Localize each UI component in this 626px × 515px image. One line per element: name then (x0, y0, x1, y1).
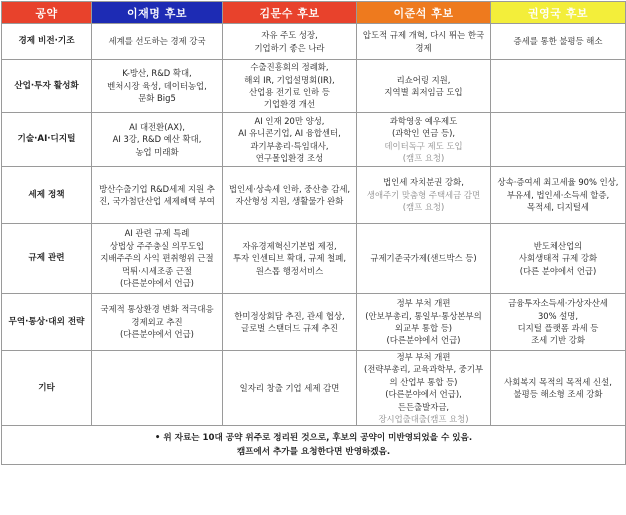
header-category: 공약 (2, 2, 92, 24)
pledge-cell (223, 167, 357, 224)
pledge-line: 불평등 해소형 조세 강화 (513, 389, 603, 400)
pledge-cell (357, 113, 491, 167)
pledge-line: 한미정상회담 추진, 관세 협상, (234, 310, 345, 321)
pledge-line: 문화 Big5 (138, 93, 176, 104)
pledge-cell (357, 294, 491, 351)
pledge-line: 30% 설명, (537, 310, 579, 321)
row-category: 기타 (2, 351, 92, 426)
pledge-line: 수출진흥회의 정례화, (250, 62, 329, 73)
pledge-line: (다른분야에서 언급) (120, 278, 194, 289)
pledge-line: 일자리 창출 기업 세제 감면 (239, 383, 340, 394)
pledge-line: 법인세 자치분권 강화, (383, 177, 464, 188)
pledge-line: (전략부총리, 교육과학부, 중기부 (363, 364, 484, 375)
pledge-cell (357, 351, 491, 426)
pledge-line: (다른 분야에서 언급) (519, 265, 597, 276)
pledge-cell (92, 60, 223, 113)
pledge-line: (다른분야에서 언급) (386, 335, 461, 346)
pledge-line: AI 유니콘기업, AI 융합센터, (238, 128, 341, 139)
pledge-line: 반도체산업의 (533, 240, 583, 251)
row-category: 산업·투자 활성화 (2, 60, 92, 113)
table-row (2, 294, 626, 351)
pledge-line: 진, 국가첨단산업 세제혜택 부여 (99, 196, 215, 206)
row-category: 기술·AI·디지털 (2, 113, 92, 167)
pledge-cell (92, 351, 223, 426)
pledge-cell (223, 113, 357, 167)
pledge-line: 기업하기 좋은 나라 (254, 42, 325, 53)
pledge-line: 원스톱 행정서비스 (255, 265, 324, 276)
pledge-cell (92, 294, 223, 351)
pledge-line: AI 대전환(AX), (129, 121, 185, 132)
pledge-line: 지역별 최저임금 도입 (384, 87, 463, 97)
pledge-line: 상속·증여세 최고세율 90% 인상, (497, 177, 619, 188)
pledge-line: 데이터독구 제도 도입 (384, 140, 463, 151)
row-category: 규제 관련 (2, 224, 92, 294)
pledge-line: 리쇼어링 지원, (396, 74, 451, 85)
pledge-cell (357, 167, 491, 224)
pledge-line: 금융투자소득세·가상자산세 (508, 298, 608, 309)
pledge-line: 정부 부처 개편 (396, 298, 451, 309)
pledge-line: 경제외교 추진 (131, 316, 183, 327)
pledge-line: (다른분야에서 언급) (120, 329, 194, 340)
pledge-line: 법인세·상속세 인하, 중산층 감세, (228, 183, 351, 194)
pledge-line: 디지털 플랫폼 과세 등 (517, 323, 599, 333)
pledge-line: 상법상 주주충실 의무도입 (109, 240, 205, 251)
footnote-row (2, 426, 626, 465)
pledge-cell (357, 60, 491, 113)
pledge-line: 조세 기반 강화 (531, 335, 585, 346)
pledge-line: 자산형성 지원, 생활물가 완화 (235, 196, 344, 206)
pledge-cell (92, 224, 223, 294)
pledge-line: (다른분야에서 언급), (385, 389, 462, 400)
pledge-line: 외교부 통합 등) (394, 323, 453, 333)
pledge-line: 방산수출기업 R&D세제 지원 추 (99, 183, 215, 194)
pledge-cell (491, 224, 626, 294)
pledge-line: 국제적 통상환경 변화 적극대응 (100, 304, 214, 315)
pledge-line: 산업용 전기료 인하 등 (249, 87, 330, 97)
pledge-line: 생애주기 맞춤형 주택세금 감면 (366, 189, 481, 200)
row-category: 세제 정책 (2, 167, 92, 224)
pledge-line: 목적세, 디지털세 (527, 202, 589, 213)
header-row (2, 2, 626, 24)
pledge-line: 자유 주도 성장, (261, 30, 318, 41)
pledge-cell (491, 351, 626, 426)
pledge-line: 증세를 통한 불평등 해소 (513, 36, 603, 47)
pledge-cell (92, 113, 223, 167)
pledge-line: 사회생태적 규제 강화 (518, 253, 598, 264)
pledge-line: AI 3강, R&D 예산 확대, (112, 134, 202, 145)
pledge-cell (223, 60, 357, 113)
pledge-line: AI 관련 규제 특례 (124, 228, 190, 239)
row-category: 경제 비전·기조 (2, 24, 92, 60)
pledge-cell (223, 24, 357, 60)
pledge-line: 경제 (415, 42, 432, 53)
pledge-line: K-방산, R&D 확대, (122, 68, 192, 79)
pledge-line: 글로벌 스탠더드 규제 추진 (241, 323, 338, 333)
pledge-line: 연구몰입환경 조성 (255, 152, 324, 163)
row-category: 무역·통상·대외 전략 (2, 294, 92, 351)
pledge-line: 정부 부처 개편 (396, 352, 451, 362)
pledge-cell (92, 24, 223, 60)
pledge-line: AI 인재 20만 양성, (254, 115, 325, 126)
pledge-line: 의 산업부 통합 등) (389, 376, 458, 387)
pledge-line: 먹튀·시세조종 근절 (121, 265, 193, 276)
footnote-line: 캠프에서 추가를 요청한다면 반영하겠음. (236, 447, 391, 458)
pledge-line: 규제기준국가제(샌드박스 등) (370, 253, 477, 264)
pledge-line: 부유세, 법인세·소득세 할증, (506, 189, 610, 200)
header-candidate-2: 김문수 후보 (223, 2, 357, 24)
pledge-line: 지배주주의 사익 편취행위 근절 (100, 253, 214, 264)
pledge-cell (491, 60, 626, 113)
pledge-cell (491, 167, 626, 224)
table-row (2, 351, 626, 426)
pledge-line: (캠프 요청) (402, 152, 445, 163)
pledge-line: 자유경제혁신기본법 제정, (242, 240, 337, 251)
pledge-cell (223, 224, 357, 294)
header-candidate-4: 권영국 후보 (491, 2, 626, 24)
pledge-cell (357, 224, 491, 294)
table-row (2, 24, 626, 60)
header-candidate-3: 이준석 후보 (357, 2, 491, 24)
footnote-line: • 위 자료는 10대 공약 위주로 정리된 것으로, 후보의 공약이 미반영되었을 수 있음. (154, 433, 473, 444)
pledge-line: 투자 인센티브 확대, 규제 철폐, (232, 253, 347, 264)
pledge-cell (357, 24, 491, 60)
pledge-line: 과기부총리·특임대사, (250, 140, 329, 151)
pledge-line: 든든출발자금, (397, 401, 450, 412)
pledge-line: 벤처시장 육성, 데이터농업, (107, 80, 207, 91)
table-row (2, 167, 626, 224)
pledge-line: (캠프 요청) (402, 202, 445, 213)
pledge-line: (과학인 연금 등), (391, 128, 456, 139)
table-row (2, 113, 626, 167)
pledge-line: 과학영웅 예우제도 (389, 115, 458, 126)
pledge-cell (223, 294, 357, 351)
pledge-line: 세계를 선도하는 경제 강국 (108, 36, 206, 47)
pledge-cell (491, 113, 626, 167)
pledge-line: 농업 미래화 (135, 146, 179, 157)
pledge-line: 사회복지 목적의 목적세 신설, (504, 376, 612, 387)
footnote (2, 426, 626, 465)
table-row (2, 60, 626, 113)
pledge-comparison-table (1, 1, 626, 465)
pledge-line: (안보부총리, 통일부·통상본부의 (365, 310, 482, 321)
pledge-cell (491, 294, 626, 351)
pledge-cell (491, 24, 626, 60)
table-row (2, 224, 626, 294)
pledge-cell (92, 167, 223, 224)
pledge-cell (223, 351, 357, 426)
pledge-line: 장시업출대출(캠프 요청) (378, 414, 469, 425)
header-candidate-1: 이재명 후보 (92, 2, 223, 24)
pledge-line: 해외 IR, 기업설명회(IR), (244, 74, 335, 85)
pledge-line: 압도적 규제 개혁, 다시 뛰는 한국 (362, 30, 485, 41)
pledge-line: 기업환경 개선 (263, 99, 316, 110)
